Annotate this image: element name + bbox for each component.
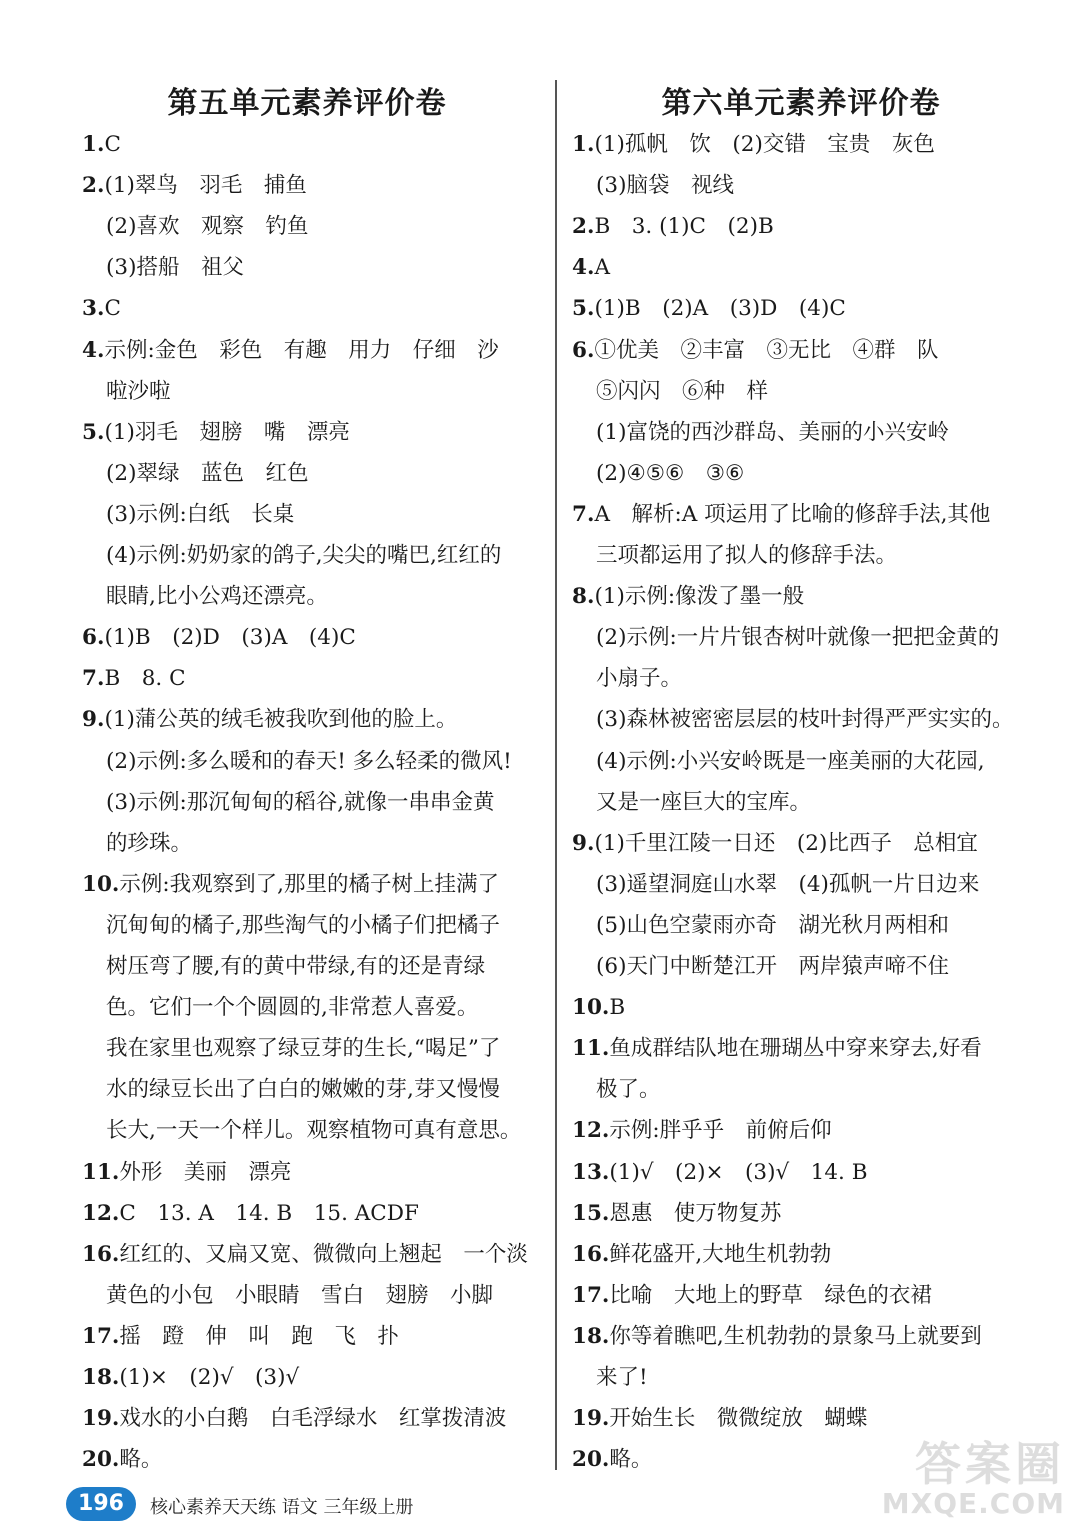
answer-text: (1)翠鸟 羽毛 捕鱼 <box>104 173 307 199</box>
unit5-answer-line <box>106 748 512 776</box>
unit6-answer-line <box>572 1241 831 1269</box>
question-number: 20. <box>572 1447 610 1473</box>
unit6-answer-line <box>572 131 935 159</box>
question-number: 2. <box>82 173 105 199</box>
question-number: 18. <box>572 1323 610 1349</box>
unit6-answer-line <box>572 295 846 323</box>
unit6-title: 第六单元素养评价卷 <box>661 86 941 121</box>
unit5-answer-line <box>82 665 186 693</box>
answer-text: 我在家里也观察了绿豆芽的生长,“喝足”了 <box>106 1036 501 1062</box>
unit6-answer-line <box>572 254 610 282</box>
question-number: 7. <box>572 501 595 527</box>
answer-text: C 13. A 14. B 15. ACDF <box>119 1200 419 1226</box>
answer-text: (2)喜欢 观察 钓鱼 <box>106 214 309 240</box>
answer-text: (1)羽毛 翅膀 嘴 漂亮 <box>104 419 350 445</box>
answer-text: 小扇子。 <box>596 666 683 692</box>
answer-text: 长大,一天一个样儿。观察植物可真有意思。 <box>106 1118 522 1144</box>
question-number: 17. <box>572 1282 610 1308</box>
question-number: 15. <box>572 1200 610 1226</box>
page-footer <box>66 1483 666 1523</box>
unit5-answer-line <box>82 337 499 365</box>
unit6-answer-line <box>572 1117 832 1145</box>
watermark-logo <box>877 1428 1065 1520</box>
answer-text: 略。 <box>609 1447 653 1473</box>
answer-text: (1)孤帆 饮 (2)交错 宝贵 灰色 <box>594 132 935 157</box>
unit5-answer-line <box>106 789 495 817</box>
answer-text: (3)搭船 祖父 <box>106 255 244 281</box>
unit6-answer-line <box>572 1282 932 1310</box>
answer-text: ⑤闪闪 ⑥种 样 <box>596 378 769 404</box>
unit6-answer-line <box>596 953 949 981</box>
unit6-answer-line <box>596 789 811 817</box>
unit6-answer-line <box>596 1364 648 1392</box>
question-number: 11. <box>572 1036 610 1062</box>
answer-text: (2)示例:多么暖和的春天! 多么轻柔的微风! <box>106 748 512 774</box>
answer-text: 水的绿豆长出了白白的嫩嫩的芽,芽又慢慢 <box>106 1077 500 1103</box>
answer-text: 比喻 大地上的野草 绿色的衣裙 <box>609 1282 932 1308</box>
unit5-title: 第五单元素养评价卷 <box>167 86 447 121</box>
unit5-answer-line <box>106 953 485 981</box>
answer-text: 鱼成群结队地在珊瑚丛中穿来穿去,好看 <box>609 1036 982 1062</box>
question-number: 9. <box>82 707 105 733</box>
answer-text: 摇 蹬 伸 叫 跑 飞 扑 <box>119 1323 399 1349</box>
unit5-answer-line <box>106 542 501 570</box>
answer-text: (1)× (2)√ (3)√ <box>119 1365 300 1390</box>
unit6-answer-line <box>572 337 938 365</box>
unit6-answer-line <box>596 871 979 899</box>
unit5-answer-line <box>106 1282 493 1310</box>
question-number: 19. <box>82 1406 120 1432</box>
unit6-answer-line <box>572 501 990 529</box>
unit6-answer-line <box>572 1446 652 1474</box>
answer-text: (1)B (2)D (3)A (4)C <box>104 625 356 651</box>
answer-text: 又是一座巨大的宝库。 <box>596 789 812 815</box>
question-number: 12. <box>572 1118 610 1144</box>
unit5-answer-line <box>106 460 308 488</box>
answer-text: 眼睛,比小公鸡还漂亮。 <box>106 584 328 610</box>
unit6-answer-line <box>572 994 625 1022</box>
question-number: 12. <box>82 1200 120 1226</box>
unit6-answer-line <box>572 1200 781 1228</box>
question-number: 17. <box>82 1323 120 1349</box>
question-number: 16. <box>82 1241 120 1267</box>
question-number: 5. <box>82 419 105 445</box>
answer-text: 红红的、又扁又宽、微微向上翘起 一个淡 <box>119 1241 528 1267</box>
unit5-answer-line <box>82 1364 299 1392</box>
unit5-answer-line <box>82 419 350 447</box>
unit6-answer-line <box>572 1159 868 1187</box>
question-number: 9. <box>572 830 595 856</box>
question-number: 3. <box>82 296 105 322</box>
answer-text: 开始生长 微微绽放 蝴蝶 <box>609 1406 868 1432</box>
unit5-answer-line <box>106 1035 500 1063</box>
unit5-answer-line <box>82 706 457 734</box>
question-number: 1. <box>82 132 105 157</box>
unit6-answer-line <box>572 213 774 241</box>
page-number: 196 <box>66 1487 136 1521</box>
unit6-answer-line <box>596 419 949 447</box>
question-number: 16. <box>572 1241 610 1267</box>
unit6-answer-line <box>596 1076 661 1104</box>
question-number: 6. <box>82 625 105 651</box>
unit5-answer-line <box>82 131 121 159</box>
unit6-answer-line <box>596 624 999 652</box>
answer-text: (3)示例:那沉甸甸的稻谷,就像一串串金黄 <box>106 789 495 815</box>
answer-text: C <box>104 296 121 322</box>
unit6-answer-line <box>596 748 985 776</box>
answer-text: 略。 <box>119 1447 163 1473</box>
answer-text: (1)富饶的西沙群岛、美丽的小兴安岭 <box>596 419 949 445</box>
unit5-answer-line <box>82 1159 291 1187</box>
answer-text: (5)山色空蒙雨亦奇 湖光秋月两相和 <box>596 912 949 938</box>
unit5-answer-line <box>106 254 244 282</box>
answer-text: B 3. (1)C (2)B <box>594 214 774 240</box>
unit6-answer-line <box>596 172 734 200</box>
answer-text: C <box>104 132 121 157</box>
question-number: 11. <box>82 1159 120 1185</box>
answer-text: A 解析:A 项运用了比喻的修辞手法,其他 <box>594 501 991 527</box>
question-number: 20. <box>82 1447 120 1473</box>
answer-text: (1)千里江陵一日还 (2)比西子 总相宜 <box>594 830 978 856</box>
question-number: 8. <box>572 584 595 610</box>
unit6-answer-line <box>596 665 682 693</box>
unit5-answer-line <box>82 1200 419 1228</box>
unit6-answer-line <box>572 583 804 611</box>
answer-text: (3)脑袋 视线 <box>596 173 734 199</box>
unit5-answer-line <box>82 295 121 323</box>
answer-text: (1)蒲公英的绒毛被我吹到他的脸上。 <box>104 707 458 733</box>
answer-text: (2)④⑤⑥ ③⑥ <box>596 460 745 486</box>
answer-text: (3)示例:白纸 长桌 <box>106 501 295 527</box>
question-number: 6. <box>572 337 595 363</box>
unit5-answer-line <box>106 1117 521 1145</box>
answer-text: (4)示例:小兴安岭既是一座美丽的大花园, <box>596 748 985 774</box>
unit5-answer-line <box>106 1076 500 1104</box>
question-number: 4. <box>82 337 105 363</box>
answer-text: 示例:胖乎乎 前俯后仰 <box>609 1118 832 1144</box>
question-number: 10. <box>572 995 610 1021</box>
answer-text: 你等着瞧吧,生机勃勃的景象马上就要到 <box>609 1323 982 1349</box>
answer-text: 树压弯了腰,有的黄中带绿,有的还是青绿 <box>106 954 486 979</box>
answer-text: 的珍珠。 <box>106 830 193 856</box>
question-number: 1. <box>572 132 595 157</box>
answer-text: ①优美 ②丰富 ③无比 ④群 队 <box>594 337 939 363</box>
unit5-answer-line <box>82 871 499 899</box>
answer-text: 色。它们一个个圆圆的,非常惹人喜爱。 <box>106 995 479 1021</box>
answer-text: A <box>594 255 610 281</box>
answer-text: 恩惠 使万物复苏 <box>609 1200 782 1226</box>
answer-text: (3)森林被密密层层的枝叶封得严严实实的。 <box>596 707 1014 733</box>
question-number: 2. <box>572 214 595 240</box>
unit5-answer-line <box>82 1446 162 1474</box>
answer-text: B <box>609 995 626 1021</box>
watermark-text-top: 答案圈 <box>915 1437 1065 1491</box>
answer-text: 鲜花盛开,大地生机勃勃 <box>609 1241 832 1267</box>
answer-text: (1)√ (2)× (3)√ 14. B <box>609 1159 868 1185</box>
unit5-answer-line <box>106 830 192 858</box>
book-title: 核心素养天天练 语文 三年级上册 <box>150 1497 414 1518</box>
unit5-answer-line <box>82 172 307 200</box>
unit5-answer-line <box>82 624 356 652</box>
question-number: 19. <box>572 1406 610 1432</box>
watermark-text-bottom: MXQE.COM <box>881 1487 1065 1520</box>
column-divider <box>555 80 557 1470</box>
unit5-answer-line <box>82 1323 399 1351</box>
unit6-answer-line <box>572 830 978 858</box>
answer-text: 三项都运用了拟人的修辞手法。 <box>596 543 898 568</box>
question-number: 4. <box>572 255 595 281</box>
answer-text: (2)翠绿 蓝色 红色 <box>106 460 309 486</box>
question-number: 13. <box>572 1159 610 1185</box>
answer-text: 示例:金色 彩色 有趣 用力 仔细 沙 <box>104 337 499 363</box>
question-number: 7. <box>82 666 105 692</box>
unit6-answer-line <box>596 460 744 488</box>
unit6-answer-line <box>596 912 949 940</box>
unit5-answer-line <box>106 378 171 406</box>
question-number: 10. <box>82 871 120 897</box>
unit5-answer-line <box>106 501 294 529</box>
answer-text: 外形 美丽 漂亮 <box>119 1159 292 1185</box>
unit6-answer-line <box>596 378 768 406</box>
answer-text: B 8. C <box>104 666 186 692</box>
answer-text: (1)B (2)A (3)D (4)C <box>594 296 846 322</box>
answer-text: 极了。 <box>596 1077 661 1103</box>
answer-text: (1)示例:像泼了墨一般 <box>594 584 805 610</box>
answer-text: 戏水的小白鹅 白毛浮绿水 红掌拨清波 <box>119 1406 507 1432</box>
unit6-answer-line <box>572 1405 867 1433</box>
unit5-answer-line <box>106 912 500 940</box>
unit5-answer-line <box>82 1241 528 1269</box>
answer-text: 沉甸甸的橘子,那些淘气的小橘子们把橘子 <box>106 912 500 938</box>
unit5-answer-line <box>106 583 328 611</box>
unit6-answer-line <box>572 1035 982 1063</box>
unit5-answer-line <box>106 994 478 1022</box>
unit6-answer-line <box>572 1323 982 1351</box>
unit6-answer-line <box>596 706 1013 734</box>
unit6-answer-line <box>596 542 897 570</box>
answer-text: (2)示例:一片片银杏树叶就像一把把金黄的 <box>596 625 1000 651</box>
answer-text: 来了! <box>596 1365 648 1390</box>
answer-text: 示例:我观察到了,那里的橘子树上挂满了 <box>119 871 499 897</box>
answer-text: 啦沙啦 <box>106 378 171 404</box>
question-number: 18. <box>82 1365 120 1390</box>
unit5-answer-line <box>82 1405 506 1433</box>
answer-text: (3)遥望洞庭山水翠 (4)孤帆一片日边来 <box>596 871 980 897</box>
answer-text: 黄色的小包 小眼睛 雪白 翅膀 小脚 <box>106 1282 494 1308</box>
answer-text: (4)示例:奶奶家的鸽子,尖尖的嘴巴,红红的 <box>106 543 502 568</box>
question-number: 5. <box>572 296 595 322</box>
unit5-answer-line <box>106 213 308 241</box>
answer-text: (6)天门中断楚江开 两岸猿声啼不住 <box>596 954 949 979</box>
